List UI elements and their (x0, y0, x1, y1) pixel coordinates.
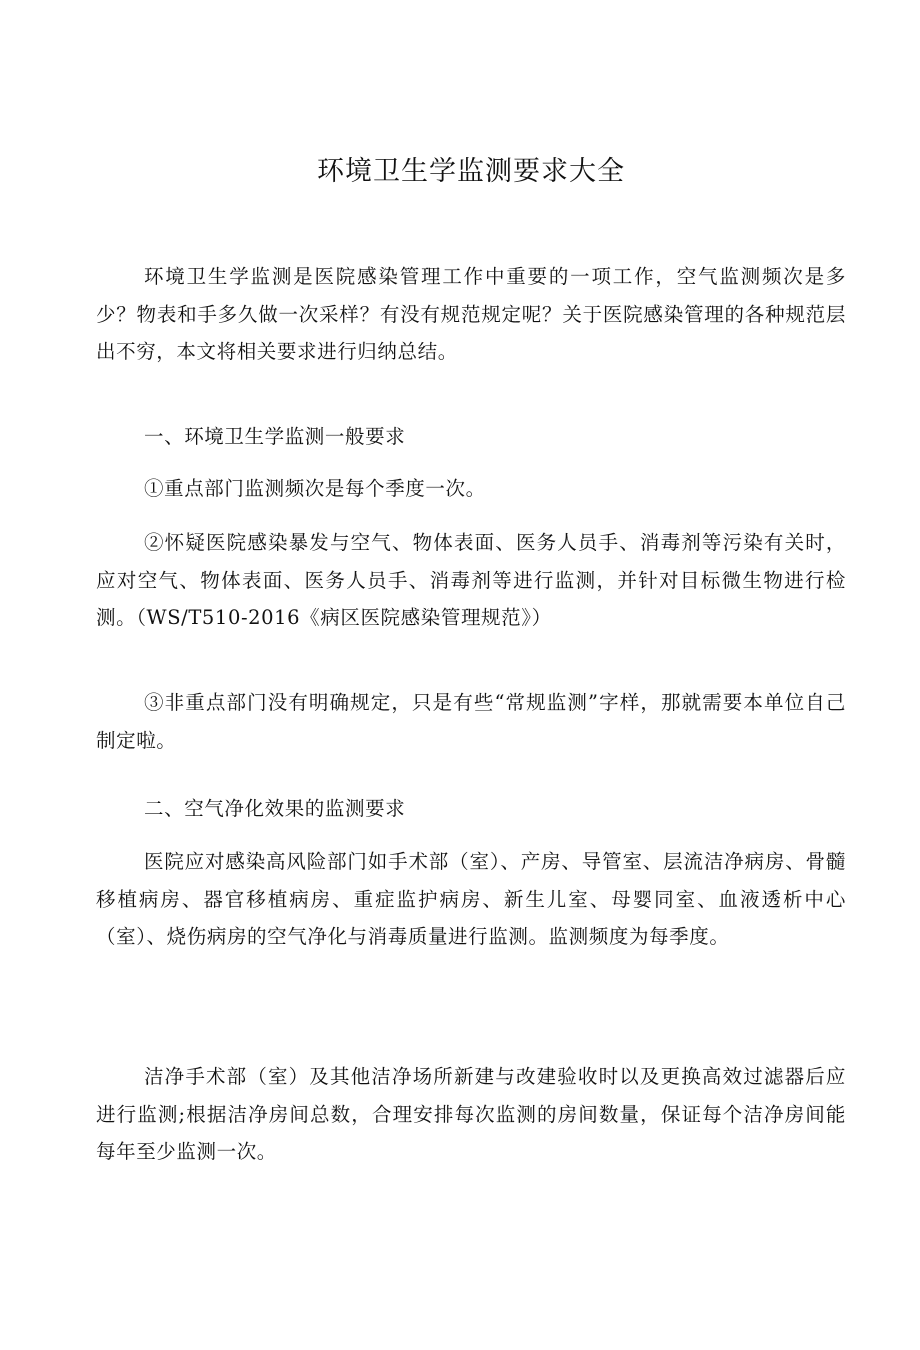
section-heading-air-purification: 二、空气净化效果的监测要求 (144, 797, 406, 820)
list-item-key-departments: ①重点部门监测频次是每个季度一次。 (144, 477, 486, 500)
section-heading-general-requirements: 一、环境卫生学监测一般要求 (144, 425, 406, 448)
clean-room-paragraph: 洁净手术部（室）及其他洁净场所新建与改建验收时以及更换高效过滤器后应进行监测;根据洁净房间总数，合理安排每次监测的房间数量，保证每个洁净房间能每年至少监测一次。 (96, 1065, 846, 1163)
list-item-non-key-departments: ③非重点部门没有明确规定，只是有些“常规监测”字样，那就需要本单位自己制定啦。 (96, 691, 846, 752)
intro-paragraph: 环境卫生学监测是医院感染管理工作中重要的一项工作，空气监测频次是多少？物表和手多久做一次采样？有没有规范规定呢？关于医院感染管理的各种规范层出不穷，本文将相关要求进行归纳总结。 (96, 265, 846, 363)
air-purification-paragraph: 医院应对感染高风险部门如手术部（室）、产房、导管室、层流洁净病房、骨髓移植病房、器官移植病房、重症监护病房、新生儿室、母婴同室、血液透析中心（室）、烧伤病房的空气净化与消毒质量进行监测。监测频度为每季度。 (96, 850, 846, 948)
document-title: 环境卫生学监测要求大全 (317, 156, 625, 187)
list-item-outbreak-monitoring: ②怀疑医院感染暴发与空气、物体表面、医务人员手、消毒剂等污染有关时，应对空气、物体表面、医务人员手、消毒剂等进行监测，并针对目标微生物进行检测。（WS/T510-2016《病区医院感染管理规范》） (96, 531, 846, 629)
